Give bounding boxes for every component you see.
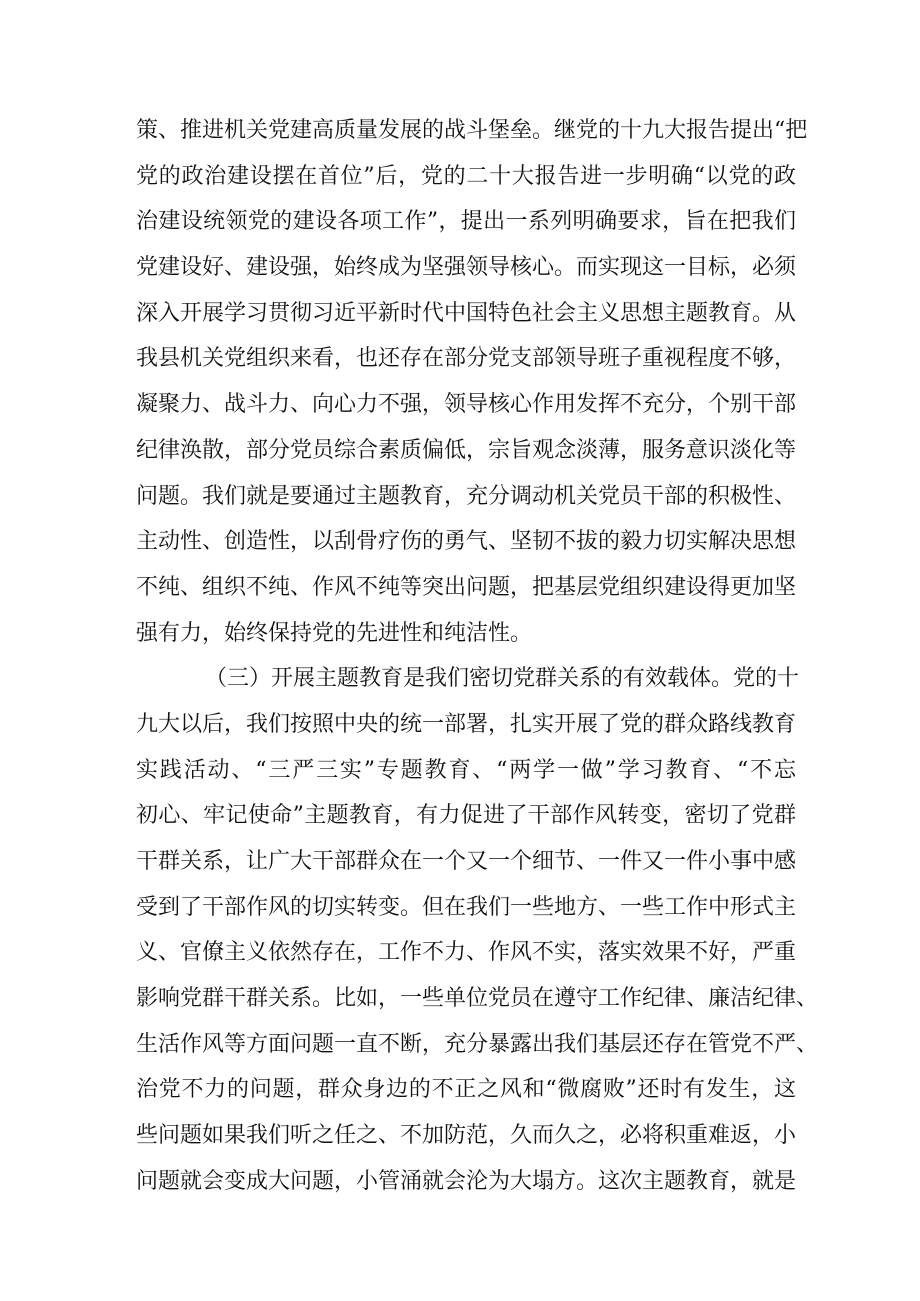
text-line: 策、推进机关党建高质量发展的战斗堡垒。继党的十九大报告提出“把 xyxy=(136,118,808,143)
text-line: 治党不力的问题，群众身边的不正之风和“微腐败”还时有发生，这 xyxy=(136,1077,796,1103)
text-line: 强有力，始终保持党的先进性和纯洁性。 xyxy=(136,620,533,646)
section-heading-line: （三）开展主题教育是我们密切党群关系的有效载体。党的十 xyxy=(205,666,800,692)
text-line: 义、官僚主义依然存在，工作不力、作风不实，落实效果不好，严重 xyxy=(136,940,797,966)
text-line: 深入开展学习贯彻习近平新时代中国特色社会主义思想主题教育。从 xyxy=(136,300,797,326)
text-line: 受到了干部作风的切实转变。但在我们一些地方、一些工作中形式主 xyxy=(136,894,797,920)
paragraph-section-three xyxy=(136,656,819,1204)
text-line: 党的政治建设摆在首位”后，党的二十大报告进一步明确“以党的政 xyxy=(136,163,796,189)
text-line: 问题就会变成大问题，小管涌就会沦为大塌方。这次主题教育，就是 xyxy=(136,1168,797,1194)
text-line: 问题。我们就是要通过主题教育，充分调动机关党员干部的积极性、 xyxy=(136,483,797,509)
text-line: 实践活动、“三严三实”专题教育、“两学一做”学习教育、“不忘 xyxy=(136,757,796,783)
paragraph-party-building xyxy=(136,108,808,656)
text-line: 九大以后，我们按照中央的统一部署，扎实开展了党的群众路线教育 xyxy=(136,711,797,737)
document-body xyxy=(136,108,819,1205)
text-line: 初心、牢记使命”主题教育，有力促进了干部作风转变，密切了党群 xyxy=(136,803,796,829)
text-line: 干群关系，让广大干部群众在一个又一个细节、一件又一件小事中感 xyxy=(136,849,797,874)
text-line: 纪律涣散，部分党员综合素质偏低，宗旨观念淡薄，服务意识淡化等 xyxy=(136,437,797,463)
text-line: 主动性、创造性，以刮骨疗伤的勇气、坚韧不拔的毅力切实解决思想 xyxy=(136,529,797,555)
text-line: 些问题如果我们听之任之、不加防范，久而久之，必将积重难返，小 xyxy=(136,1123,797,1149)
text-line: 凝聚力、战斗力、向心力不强，领导核心作用发挥不充分，个别干部 xyxy=(136,392,797,418)
text-line: 生活作风等方面问题一直不断，充分暴露出我们基层还存在管党不严、 xyxy=(136,1031,819,1057)
text-line: 治建设统领党的建设各项工作”，提出一系列明确要求，旨在把我们 xyxy=(136,209,796,235)
text-line: 不纯、组织不纯、作风不纯等突出问题，把基层党组织建设得更加坚 xyxy=(136,574,797,600)
text-line: 我县机关党组织来看，也还存在部分党支部领导班子重视程度不够， xyxy=(136,346,797,372)
text-line: 影响党群干群关系。比如，一些单位党员在遵守工作纪律、廉洁纪律、 xyxy=(136,986,819,1012)
text-line: 党建设好、建设强，始终成为坚强领导核心。而实现这一目标，必须 xyxy=(136,255,797,281)
